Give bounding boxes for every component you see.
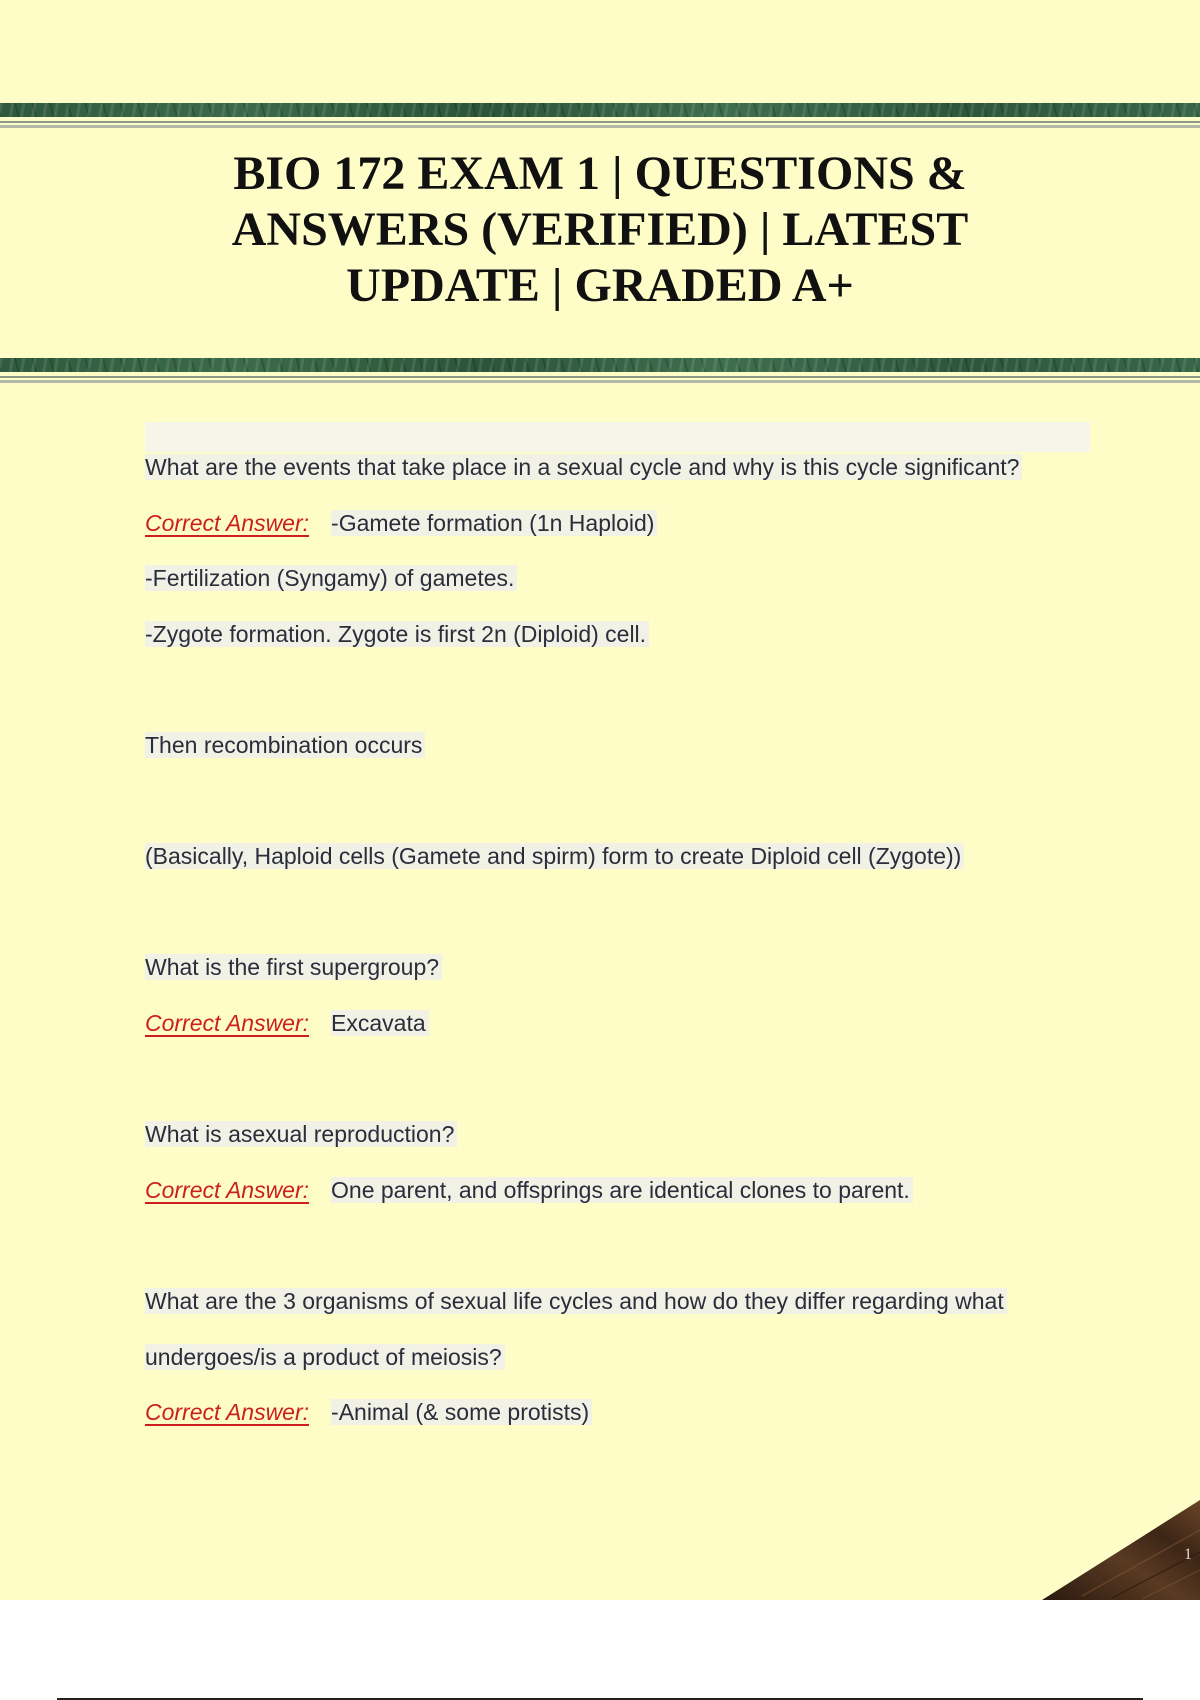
page-corner-decoration [1042, 1500, 1200, 1600]
question-3: What is asexual reproduction? [145, 1119, 457, 1149]
answer-1-text: -Gamete formation (1n Haploid) [331, 510, 657, 536]
bottom-decorative-border [0, 358, 1200, 384]
question-4-line-1: What are the 3 organisms of sexual life cycles and how do they differ regarding what [145, 1286, 1007, 1316]
answer-3-text: One parent, and offsprings are identical clones to parent. [331, 1177, 913, 1203]
answer-1 [145, 508, 657, 538]
answer-1-line-2: -Fertilization (Syngamy) of gametes. [145, 563, 517, 593]
answer-4 [145, 1397, 592, 1427]
answer-1-line-4: Then recombination occurs [145, 730, 425, 760]
answer-1-line-3: -Zygote formation. Zygote is first 2n (Diploid) cell. [145, 619, 649, 649]
question-1: What are the events that take place in a sexual cycle and why is this cycle significant? [145, 452, 1022, 482]
correct-answer-label: Correct Answer: [145, 1399, 310, 1425]
title-line-3: UPDATE | GRADED A+ [346, 259, 854, 312]
correct-answer-label: Correct Answer: [145, 1177, 310, 1203]
answer-4-text: -Animal (& some protists) [331, 1399, 592, 1425]
question-2: What is the first supergroup? [145, 952, 442, 982]
answer-2-text: Excavata [331, 1010, 429, 1036]
answer-3 [145, 1175, 913, 1205]
top-decorative-border [0, 103, 1200, 129]
answer-1-line-5: (Basically, Haploid cells (Gamete and spirm) form to create Diploid cell (Zygote)) [145, 841, 964, 871]
correct-answer-label: Correct Answer: [145, 1010, 310, 1036]
page-number: 1 [1184, 1546, 1192, 1563]
question-highlight-band [145, 422, 1090, 452]
question-4-line-2: undergoes/is a product of meiosis? [145, 1342, 505, 1372]
title-line-2: ANSWERS (VERIFIED) | LATEST [231, 203, 969, 256]
correct-answer-label: Correct Answer: [145, 510, 310, 536]
document-title [150, 146, 1050, 314]
answer-2 [145, 1008, 429, 1038]
title-line-1: BIO 172 EXAM 1 | QUESTIONS & [233, 147, 967, 200]
